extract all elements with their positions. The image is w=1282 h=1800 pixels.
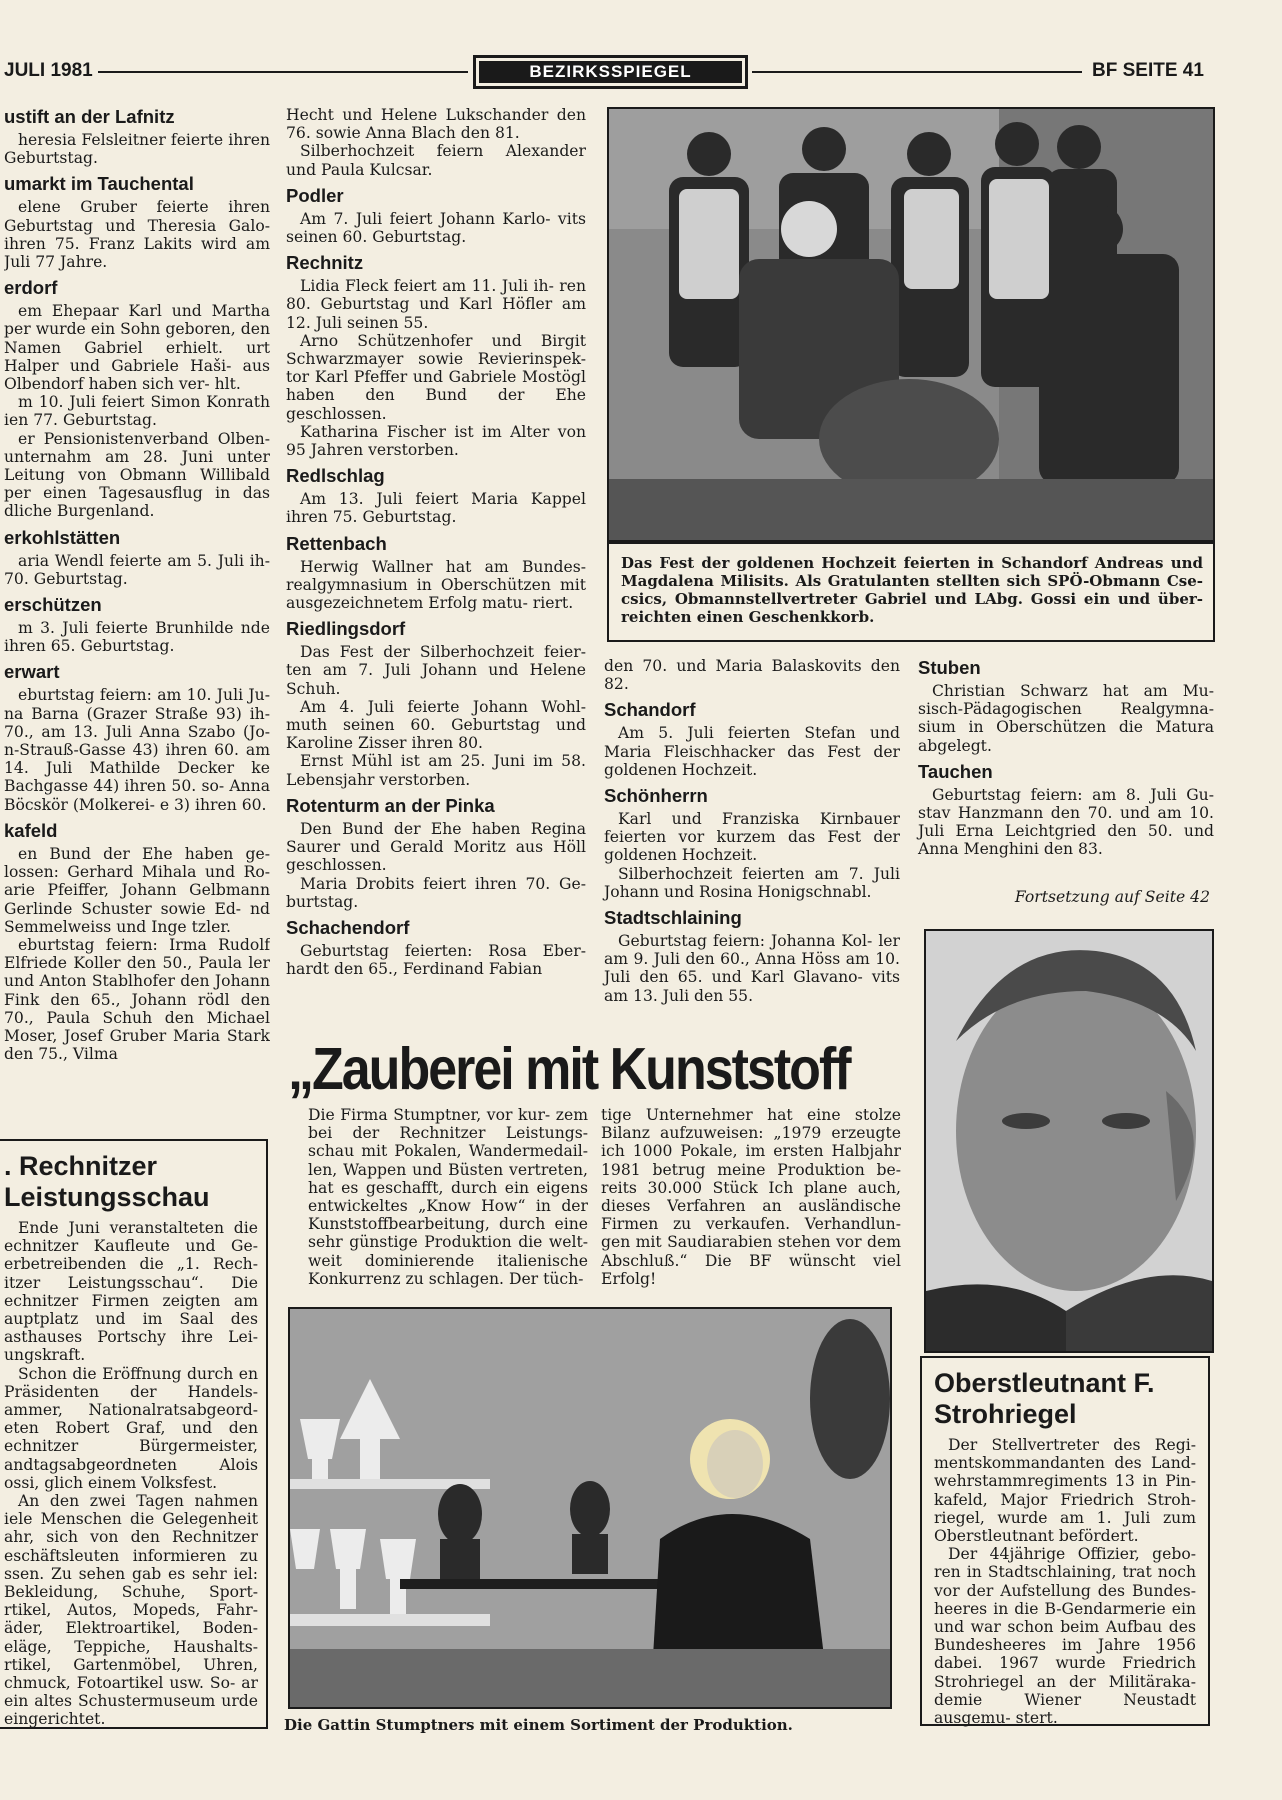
rechnitzer-text (4, 1219, 258, 1729)
zauberei-column-b (601, 1106, 901, 1288)
news-paragraph: Hecht und Helene Lukschander den 76. sowie Anna Blach den 81. (286, 106, 586, 143)
article-paragraph: Der 44jährige Offizier, gebo- ren in Stadtschlaining, trat noch vor der Aufstellung des Bundes- heeres in die B-Gendarmerie ein und war schon beim Aufbau des Bundesheeres im Jahre 1956 dabei. 1967 wurde Friedrich Strohriegel an der Militäraka- demie Wiener Neustadt ausgemu- stert. (934, 1545, 1196, 1728)
news-paragraph: Am 7. Juli feiert Johann Karlo- vits seinen 60. Geburtstag. (286, 209, 586, 247)
section-title: BEZIRKSSPIEGEL (479, 61, 742, 83)
locality-heading: Schachendorf (286, 916, 410, 938)
locality-heading: Tauchen (918, 760, 993, 782)
news-paragraph: m 3. Juli feierte Brunhilde nde ihren 65. Geburtstag. (4, 619, 270, 656)
zauberei-column-a (308, 1106, 588, 1288)
column-1 (4, 106, 270, 1116)
news-paragraph: Christian Schwarz hat am Mu- sisch-Pädagogischen Realgymna- sium in Oberschützen die Matura abgelegt. (918, 682, 1214, 755)
strohriegel-content (922, 1358, 1208, 1727)
news-paragraph: Herwig Wallner hat am Bundes- realgymnasium in Oberschützen mit ausgezeichnetem Erfolg matu- riert. (286, 557, 586, 613)
locality-heading: erschützen (4, 594, 102, 616)
locality-heading: ustift an der Lafnitz (4, 106, 175, 127)
locality-heading: Rettenbach (286, 532, 387, 554)
news-paragraph: Lidia Fleck feiert am 11. Juli ih- ren 80. Geburtstag und Karl Höfler am 12. Juli seinen 55. (286, 277, 586, 332)
news-paragraph: Am 13. Juli feiert Maria Kappel ihren 75. Geburtstag. (286, 490, 586, 527)
locality-heading: erwart (4, 661, 60, 683)
strohriegel-portrait (924, 929, 1214, 1353)
locality-heading: Rotenturm an der Pinka (286, 794, 495, 816)
stumptner-photo-illustration (290, 1309, 890, 1707)
header-rule-left (98, 71, 468, 73)
locality-heading: umarkt im Tauchental (4, 173, 194, 195)
golden-wedding-photo-illustration (609, 109, 1213, 540)
article-paragraph: Der Stellvertreter des Regi- mentskommandanten des Land- wehrstammregiments 13 in Pin- kafeld, Major Friedrich Stroh- riegel, wurde am 1. Juli zum Oberstleutnant befördert. (934, 1436, 1196, 1546)
article-paragraph: An den zwei Tagen nahmen iele Menschen die Gelegenheit ahr, sich von den Rechnitzer eschäftsleuten informieren zu ssen. Zu sehen gab es sehr iel: Bekleidung, Schuhe, Sport- rtikel, Autos, Mopeds, Fahr- äder, Elektroartikel, Boden- eläge, Teppiche, Haushalts- rtikel, Gartenmöbel, Uhren, chmuck, Fotoartikel usw. So- ar ein altes Schustermuseum urde eingerichtet. (4, 1492, 258, 1729)
news-paragraph: er Pensionistenverband Olben- unternahm am 28. Juni unter Leitung von Obmann Willibald per einen Tagesausflug in das dliche Burgenland. (4, 429, 270, 521)
column-2 (286, 106, 586, 978)
news-paragraph: Ernst Mühl ist am 25. Juni im 58. Lebensjahr verstorben. (286, 752, 586, 789)
continuation-note: Fortsetzung auf Seite 42 (1014, 888, 1210, 906)
news-paragraph: m 10. Juli feiert Simon Konrath ien 77. Geburtstag. (4, 393, 270, 430)
locality-heading: kafeld (4, 819, 58, 841)
news-paragraph: Am 4. Juli feierte Johann Wohl- muth seinen 60. Geburtstag und Karoline Zisser ihren 80. (286, 697, 586, 753)
column-3 (604, 657, 900, 1005)
strohriegel-box (920, 1356, 1210, 1726)
locality-heading: Schönherrn (604, 785, 708, 807)
news-paragraph: Arno Schützenhofer und Birgit Schwarzmayer sowie Revierinspek- tor Karl Pfeffer und Gabriele Mostögl haben den Bund der Ehe geschlossen. (286, 331, 586, 423)
page-number: BF SEITE 41 (1092, 60, 1204, 81)
news-paragraph: Geburtstag feiern: Johanna Kol- ler am 9. Juli den 60., Anna Höss am 10. Juli den 65. und Karl Glavano- vits am 13. Juli den 55. (604, 932, 900, 1005)
stumptner-caption: Die Gattin Stumptners mit einem Sortiment der Produktion. (284, 1716, 793, 1734)
stumptner-photo (288, 1307, 892, 1709)
rechnitzer-box (0, 1139, 268, 1729)
strohriegel-portrait-illustration (926, 931, 1212, 1351)
news-paragraph: den 70. und Maria Balaskovits den 82. (604, 657, 900, 694)
locality-heading: Redlschlag (286, 465, 385, 487)
news-paragraph: Silberhochzeit feierten am 7. Juli Johann und Rosina Honigschnabl. (604, 864, 900, 901)
locality-heading: Riedlingsdorf (286, 618, 406, 640)
news-paragraph: Karl und Franziska Kirnbauer feierten vor kurzem das Fest der goldenen Hochzeit. (604, 810, 900, 865)
locality-heading: Podler (286, 184, 344, 206)
news-paragraph: Silberhochzeit feiern Alexander und Paula Kulcsar. (286, 142, 586, 179)
zauberei-text-a: Die Firma Stumptner, vor kur- zem bei der Rechnitzer Leistungs- schau mit Pokalen, Wandermedail- len, Wappen und Büsten vertreten, hat es geschafft, durch ein eigens entwickeltes „Know How“ in der Kunststoffbearbeitung, durch eine sehr günstige Produktion die welt- weit dominierende italienische Konkurrenz zu schlagen. Der tüch- (308, 1106, 588, 1288)
strohriegel-title: Oberstleutnant F. Strohriegel (934, 1368, 1155, 1429)
issue-date: JULI 1981 (4, 60, 93, 81)
news-paragraph: Geburtstag feierten: Rosa Eber- hardt den 65., Ferdinand Fabian (286, 941, 586, 979)
column-4 (918, 657, 1214, 859)
header-rule-right (752, 71, 1082, 73)
locality-heading: erdorf (4, 277, 58, 299)
golden-wedding-caption: Das Fest der goldenen Hochzeit feierten in Schandorf Andreas und Magdalena Milisits. Als Gratulanten stellten sich SPÖ-Obmann Cse- csics, Obmannstellvertreter Gabriel und LAbg. Gossi ein und über- reichten einen Geschenkkorb. (621, 554, 1203, 626)
news-paragraph: Katharina Fischer ist im Alter von 95 Jahren verstorben. (286, 422, 586, 460)
news-paragraph: Den Bund der Ehe haben Regina Saurer und Gerald Moritz aus Höll geschlossen. (286, 819, 586, 875)
rechnitzer-content (0, 1141, 266, 1729)
strohriegel-text (934, 1436, 1196, 1727)
golden-wedding-photo (607, 107, 1215, 542)
news-paragraph: Maria Drobits feiert ihren 70. Ge- burtstag. (286, 874, 586, 911)
locality-heading: Rechnitz (286, 252, 364, 274)
rechnitzer-title: . Rechnitzer Leistungsschau (4, 1151, 210, 1212)
zauberei-headline: „Zauberei mit Kunststoff (288, 1036, 850, 1103)
section-masthead (473, 55, 748, 89)
news-paragraph: aria Wendl feierte am 5. Juli ih- 70. Geburtstag. (4, 551, 270, 588)
news-paragraph: Das Fest der Silberhochzeit feier- ten am 7. Juli Johann und Helene Schuh. (286, 643, 586, 698)
news-paragraph: en Bund der Ehe haben ge- lossen: Gerhard Mihala und Ro- arie Pfeiffer, Johann Gelbmann Gerlinde Schuster sowie Ed- nd Semmelweiss und Inge tzler. (4, 844, 270, 936)
locality-heading: erkohlstätten (4, 526, 121, 548)
news-paragraph: Geburtstag feiern: am 8. Juli Gu- stav Hanzmann den 70. und am 10. Juli Erna Leichtgried den 50. und Anna Menghini den 83. (918, 785, 1214, 859)
news-paragraph: heresia Felsleitner feierte ihren Geburtstag. (4, 131, 270, 168)
locality-heading: Schandorf (604, 699, 696, 721)
locality-heading: Stadtschlaining (604, 907, 742, 929)
news-paragraph: em Ehepaar Karl und Martha per wurde ein Sohn geboren, den Namen Gabriel erhielt. urt Halper und Gabriele Haši- aus Olbendorf haben sich ver- hlt. (4, 302, 270, 394)
news-paragraph: eburtstag feiern: Irma Rudolf Elfriede Koller den 50., Paula ler und Anton Stablhofer den Johann Fink den 65., Johann rödl den 70., Paula Schuh den Michael Moser, Josef Gruber Maria Stark den 75., Vilma (4, 935, 270, 1064)
locality-heading: Stuben (918, 657, 981, 678)
article-paragraph: Ende Juni veranstalteten die echnitzer Kaufleute und Ge- erbetreibenden die „1. Rech- itzer Leistungsschau“. Die echnitzer Firmen zeigten am auptplatz und im Saal des asthauses Portschy ihre Lei- ungskraft. (4, 1219, 258, 1365)
news-paragraph: elene Gruber feierte ihren Geburtstag und Theresia Galo- ihren 75. Franz Lakits wird am Juli 77 Jahre. (4, 198, 270, 272)
news-paragraph: Am 5. Juli feierten Stefan und Maria Fleischhacker das Fest der goldenen Hochzeit. (604, 724, 900, 779)
news-paragraph: eburtstag feiern: am 10. Juli Ju- na Barna (Grazer Straße 93) ih- 70., am 13. Juli Anna Szabo (Jo- n-Strauß-Gasse 43) ihren 60. am 14. Juli Mathilde Decker ke Bachgasse 44) ihren 50. so- Anna Böcskör (Molkerei- e 3) ihren 60. (4, 686, 270, 814)
article-paragraph: Schon die Eröffnung durch en Präsidenten der Handels- ammer, Nationalratsabgeord- eten Robert Graf, und den echnitzer Bürgermeister, andtagsabgeordneten Alois ossi, glich einem Volksfest. (4, 1364, 258, 1492)
zauberei-text-b: tige Unternehmer hat eine stolze Bilanz aufzuweisen: „1979 erzeugte ich 1000 Pokale, im ersten Halbjahr 1981 betrug meine Produktion be- reits 30.000 Stück Ich plane auch, dieses Verfahren an ausländische Firmen zu verkaufen. Verhandlun- gen mit Saudiarabien stehen vor dem Abschluß.“ Die BF wünscht viel Erfolg! (601, 1106, 901, 1288)
